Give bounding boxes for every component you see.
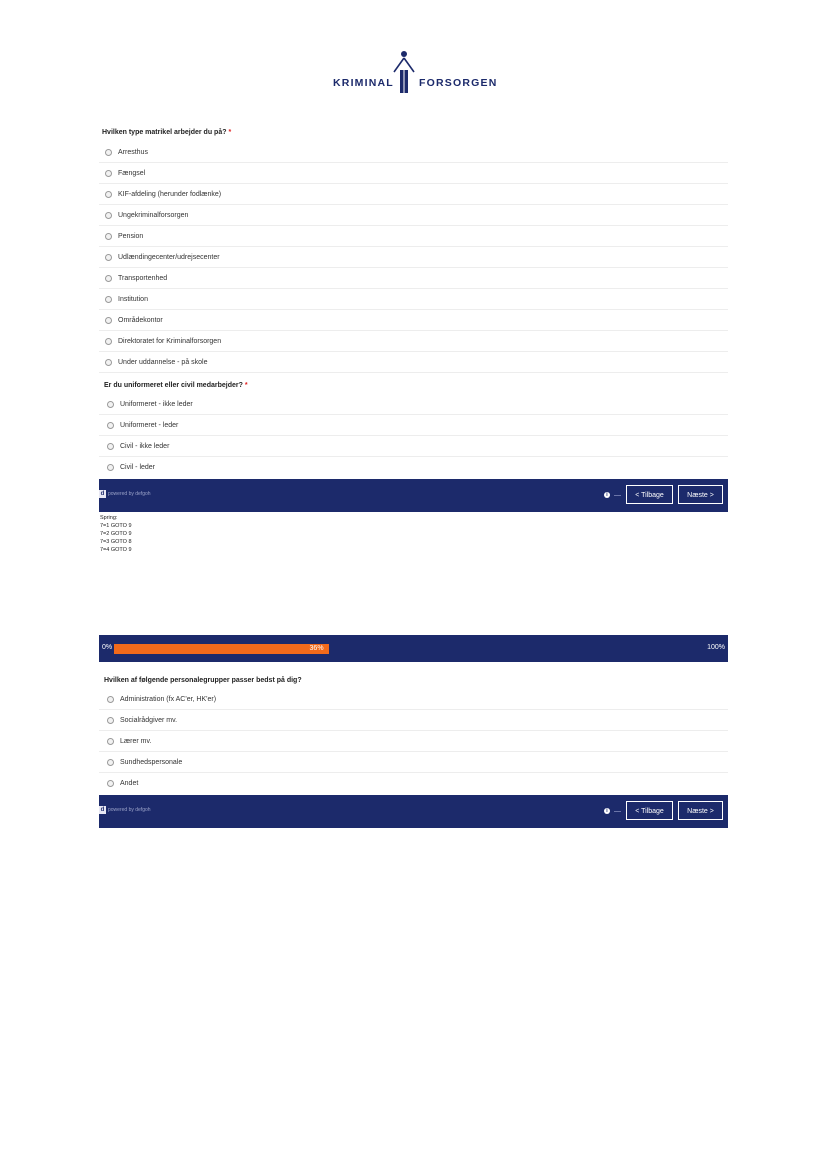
powered-by-text: powered by defgoh [108, 491, 151, 497]
radio-button[interactable] [105, 170, 112, 177]
defgoh-logo-icon: d [100, 807, 105, 813]
notes-line: 7=3 GOTO 8 [100, 539, 132, 545]
radio-button[interactable] [105, 275, 112, 282]
notes-line: 7=1 GOTO 9 [100, 523, 132, 529]
survey-nav-bar [99, 795, 728, 828]
progress-start-label: 0% [102, 644, 113, 651]
option-label: Ungekriminalforsorgen [118, 211, 189, 219]
option-label: KIF-afdeling (herunder fodlænke) [118, 190, 222, 198]
radio-button[interactable] [107, 717, 114, 724]
radio-button[interactable] [105, 212, 112, 219]
option-pension[interactable] [99, 226, 728, 247]
option-under-uddannelse[interactable] [99, 352, 728, 373]
defgoh-logo-icon: d [100, 491, 105, 497]
logo-right-word: FORSORGEN [419, 77, 498, 89]
notes-heading: Spring: [100, 515, 118, 521]
required-mark: * [228, 129, 232, 136]
option-label: Lærer mv. [120, 737, 152, 745]
option-label: Pension [118, 232, 144, 240]
radio-button[interactable] [105, 233, 112, 240]
option-sundhedspersonale[interactable] [99, 752, 728, 773]
survey-nav-bar [99, 479, 728, 512]
option-label: Under uddannelse - på skole [118, 358, 208, 366]
option-omraadekontor[interactable] [99, 310, 728, 331]
notes-line: 7=2 GOTO 9 [100, 531, 132, 537]
option-faengsel[interactable] [99, 163, 728, 184]
option-label: Fængsel [118, 169, 146, 177]
option-socialraadgiver[interactable] [99, 710, 728, 731]
option-label: Transportenhed [118, 274, 168, 282]
question-matrikel [99, 126, 728, 373]
progress-bar [99, 635, 728, 662]
question-title-text: Er du uniformeret eller civil medarbejder? [104, 382, 243, 389]
question-uniformeret [99, 379, 728, 478]
progress-track [114, 644, 710, 654]
option-uniformeret-ikke-leder[interactable] [99, 394, 728, 415]
radio-button[interactable] [105, 317, 112, 324]
option-label: Uniformeret - leder [120, 421, 179, 429]
option-andet[interactable] [99, 773, 728, 794]
option-laerer[interactable] [99, 731, 728, 752]
option-ungekriminalforsorgen[interactable] [99, 205, 728, 226]
info-divider [614, 811, 621, 812]
radio-button[interactable] [107, 443, 114, 450]
option-udlaendingecenter[interactable] [99, 247, 728, 268]
question-title [99, 674, 728, 688]
skip-logic-notes [100, 514, 132, 554]
radio-button[interactable] [107, 422, 114, 429]
option-uniformeret-leder[interactable] [99, 415, 728, 436]
progress-value-label: 36% [309, 645, 324, 652]
option-label: Institution [118, 295, 148, 303]
option-label: Administration (fx AC'er, HK'er) [120, 695, 217, 703]
radio-button[interactable] [107, 401, 114, 408]
radio-button[interactable] [107, 464, 114, 471]
radio-button[interactable] [107, 738, 114, 745]
logo-left-word: KRIMINAL [333, 77, 394, 89]
kriminalforsorgen-logo [333, 50, 498, 96]
option-civil-ikke-leder[interactable] [99, 436, 728, 457]
option-label: Arresthus [118, 148, 148, 156]
option-label: Områdekontor [118, 316, 163, 324]
question-title-text: Hvilken type matrikel arbejder du på? [102, 129, 227, 136]
option-arresthus[interactable] [99, 142, 728, 163]
option-kif-afdeling[interactable] [99, 184, 728, 205]
powered-by[interactable] [99, 806, 151, 814]
option-label: Sundhedspersonale [120, 758, 183, 766]
option-label: Socialrådgiver mv. [120, 716, 178, 724]
powered-by-text: powered by defgoh [108, 807, 151, 813]
question-title [99, 126, 728, 140]
option-label: Civil - ikke leder [120, 442, 170, 450]
radio-button[interactable] [105, 254, 112, 261]
question-title-text: Hvilken af følgende personalegrupper passer bedst på dig? [104, 677, 302, 684]
info-divider [614, 495, 621, 496]
info-icon[interactable]: i [604, 492, 610, 498]
progress-end-label: 100% [707, 644, 725, 651]
option-label: Civil - leder [120, 464, 156, 471]
radio-button[interactable] [107, 696, 114, 703]
radio-button[interactable] [105, 359, 112, 366]
option-administration[interactable] [99, 689, 728, 710]
option-label: Uniformeret - ikke leder [120, 400, 193, 408]
required-mark: * [244, 382, 248, 389]
option-civil-leder[interactable] [99, 457, 728, 478]
question-title [99, 379, 728, 393]
back-button[interactable]: < Tilbage [626, 485, 673, 504]
progress-fill [114, 644, 329, 654]
option-institution[interactable] [99, 289, 728, 310]
info-icon[interactable]: i [604, 808, 610, 814]
back-button[interactable]: < Tilbage [626, 801, 673, 820]
option-label: Direktoratet for Kriminalforsorgen [118, 337, 222, 345]
option-label: Udlændingecenter/udrejsecenter [118, 253, 220, 261]
next-button[interactable]: Næste > [678, 801, 723, 820]
radio-button[interactable] [105, 296, 112, 303]
radio-button[interactable] [107, 780, 114, 787]
radio-button[interactable] [105, 191, 112, 198]
option-direktoratet[interactable] [99, 331, 728, 352]
question-personalegruppe [99, 674, 728, 794]
radio-button[interactable] [107, 759, 114, 766]
next-button[interactable]: Næste > [678, 485, 723, 504]
option-label: Andet [120, 780, 139, 787]
logo-figure-icon [392, 50, 416, 94]
option-transportenhed[interactable] [99, 268, 728, 289]
radio-button[interactable] [105, 338, 112, 345]
radio-button[interactable] [105, 149, 112, 156]
notes-line: 7=4 GOTO 9 [100, 547, 132, 553]
powered-by[interactable] [99, 490, 151, 498]
